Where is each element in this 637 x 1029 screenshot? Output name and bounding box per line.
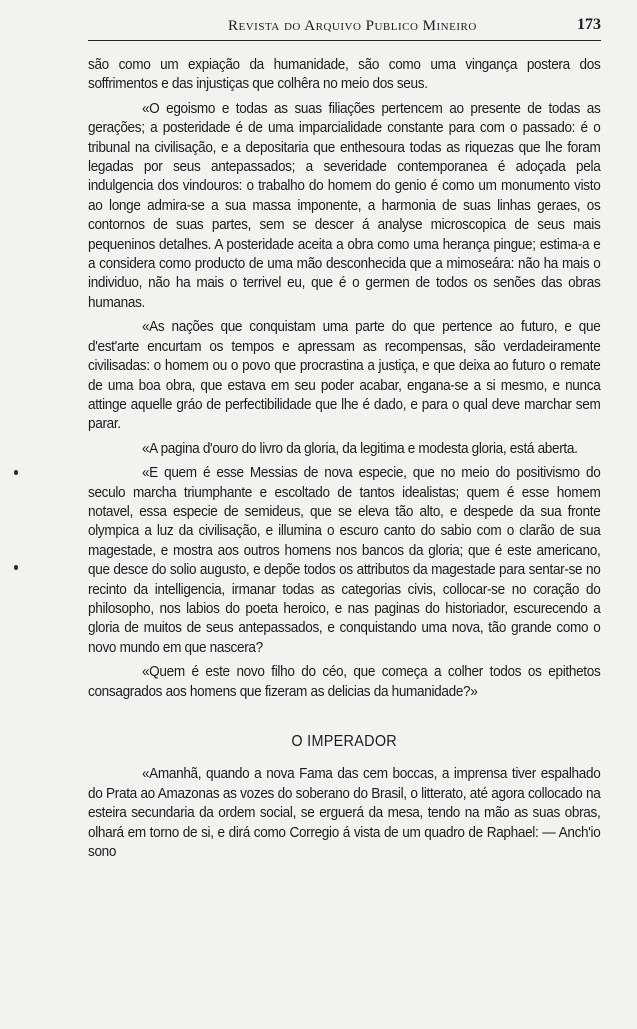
page-number: 173 bbox=[577, 16, 601, 33]
paragraph-amanha: «Amanhã, quando a nova Fama das cem boccas, a imprensa tiver espalhado do Prata ao Amazonas as vozes do soberano do Brasil, o litterato, até agora collocado na esteira secundaria da ordem social, se erguerá da mesa, tendo na mão as suas obras, olhará em torno de si, e dirá como Corregio á vista de um quadro de Raphael: — Anch'io sono bbox=[88, 766, 601, 861]
running-header bbox=[88, 16, 601, 41]
paragraph-filho: «Quem é este novo filho do céo, que começa a colher todos os epithetos consagrados aos homens que fizeram as delicias da humanidade?» bbox=[88, 664, 601, 700]
page-body bbox=[88, 56, 600, 867]
paragraph-egoismo: «O egoismo e todas as suas filiações pertencem ao presente de todas as gerações; a posteridade é de uma imparcialidade constante para com o passado: é o tribunal na civilisação, e a depositaria que enthesoura todas as riquezas que lhe foram legadas por seus antepassados; a severidade contemporanea é adoçada pela indulgencia dos vindouros: o trabalho do homem do genio é como um monumento visto ao longe admira-se a sua massa imponente, a harmonia de suas linhas geraes, os contornos de suas partes, sem se descer á analyse microscopica de seus mais pequeninos detalhes. A posteridade aceita a obra como uma herança pingue; estima-a e a considera como producto de uma mão desconhecida que a mimoseára: não ha mais o individuo, não ha mais o terrivel eu, que é o germen de todos os senões das obras humanas. bbox=[88, 100, 601, 311]
paragraph-pagina: «A pagina d'ouro do livro da gloria, da legitima e modesta gloria, está aberta. bbox=[141, 440, 578, 457]
paragraph-nacoes: «As nações que conquistam uma parte do que pertence ao futuro, e que d'est'arte encurtam os tempos e apressam as recompensas, são verdadeiramente civilisadas: o homem ou o povo que procrastina a justiça, e que deixa ao futuro o remate de uma boa obra, que estava em seu poder acabar, engana-se a si mesmo, e nunca attinge aquelle gráo de perfectibilidade que lhe é dado, e para o qual deve marchar sem parar. bbox=[88, 319, 601, 433]
paragraph-messias: «E quem é esse Messias de nova especie, que no meio do positivismo do seculo marcha triumphante e escoltado de tantos idealistas; quem é esse homem notavel, essa especie de semideus, que se eleva tão alto, e despede da sua fronte olympica a luz da civilisação, e illumina o escuro canto do sabio com o clarão de sua magestade, e mostra aos outros homens nos bancos da gloria; que é este americano, que desce do solio augusto, e depõe todos os attributos da magestade para sentar-se no recinto da intelligencia, irmanar todas as categorias civis, collocar-se no coração do philosopho, nos labios do poeta heroico, e nas paginas do historiador, escurecendo a gloria de muitos de seus antepassados, e conquistando uma nova, tão grande como o novo mundo em que nascera? bbox=[88, 465, 601, 656]
journal-title: Revista do Arquivo Publico Mineiro bbox=[228, 18, 477, 34]
margin-speck bbox=[14, 565, 18, 570]
margin-speck bbox=[14, 470, 18, 475]
section-heading: O IMPERADOR bbox=[291, 733, 398, 750]
paragraph-continued: são como um expiação da humanidade, são como uma vingança postera dos soffrimentos e das injustiças que colhêra no meio dos seus. bbox=[88, 57, 601, 93]
